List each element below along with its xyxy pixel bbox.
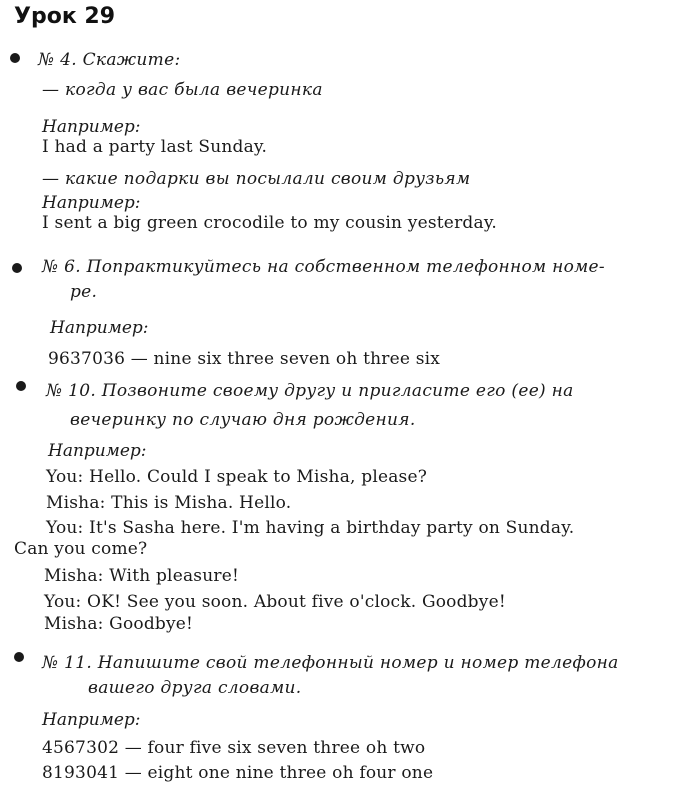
- exercise-10-task: № 10. Позвоните своему другу и пригласите его (ее) на: [46, 381, 574, 401]
- dialogue-line: Misha: Goodbye!: [44, 614, 194, 634]
- page-title: Урок 29: [14, 4, 116, 29]
- example-label: Например:: [42, 193, 141, 213]
- example-line: I had a party last Sunday.: [42, 137, 268, 157]
- example-label: Например:: [48, 441, 147, 461]
- dialogue-line: Misha: With pleasure!: [44, 566, 239, 586]
- exercise-bullet: [16, 381, 26, 391]
- exercise-11-task-cont: вашего друга словами.: [88, 678, 302, 698]
- dialogue-line: You: Hello. Could I speak to Misha, please?: [46, 467, 428, 487]
- example-line: 4567302 — four five six seven three oh two: [42, 738, 426, 758]
- exercise-6-task-cont: ре.: [70, 282, 98, 302]
- example-line: I sent a big green crocodile to my cousin yesterday.: [42, 213, 497, 233]
- dialogue-line: You: OK! See you soon. About five o'clock. Goodbye!: [44, 592, 506, 612]
- dialogue-line: You: It's Sasha here. I'm having a birthday party on Sunday.: [46, 518, 575, 538]
- example-label: Например:: [42, 710, 141, 730]
- exercise-4-prompt-2: — какие подарки вы посылали своим друзьям: [42, 169, 471, 189]
- example-label: Например:: [42, 117, 141, 137]
- exercise-bullet: [10, 53, 20, 63]
- exercise-4-prompt-1: — когда у вас была вечеринка: [42, 80, 323, 100]
- dialogue-line: Can you come?: [14, 539, 148, 559]
- exercise-11-task: № 11. Напишите свой телефонный номер и номер телефона: [42, 653, 619, 673]
- example-label: Например:: [50, 318, 149, 338]
- exercise-10-task-cont: вечеринку по случаю дня рождения.: [70, 410, 416, 430]
- exercise-6-task: № 6. Попрактикуйтесь на собственном телефонном номе-: [42, 257, 605, 277]
- dialogue-line: Misha: This is Misha. Hello.: [46, 493, 292, 513]
- example-line: 8193041 — eight one nine three oh four one: [42, 763, 434, 783]
- exercise-bullet: [12, 263, 22, 273]
- exercise-4-task: № 4. Скажите:: [38, 50, 181, 70]
- example-line: 9637036 — nine six three seven oh three six: [48, 349, 441, 369]
- exercise-bullet: [14, 652, 24, 662]
